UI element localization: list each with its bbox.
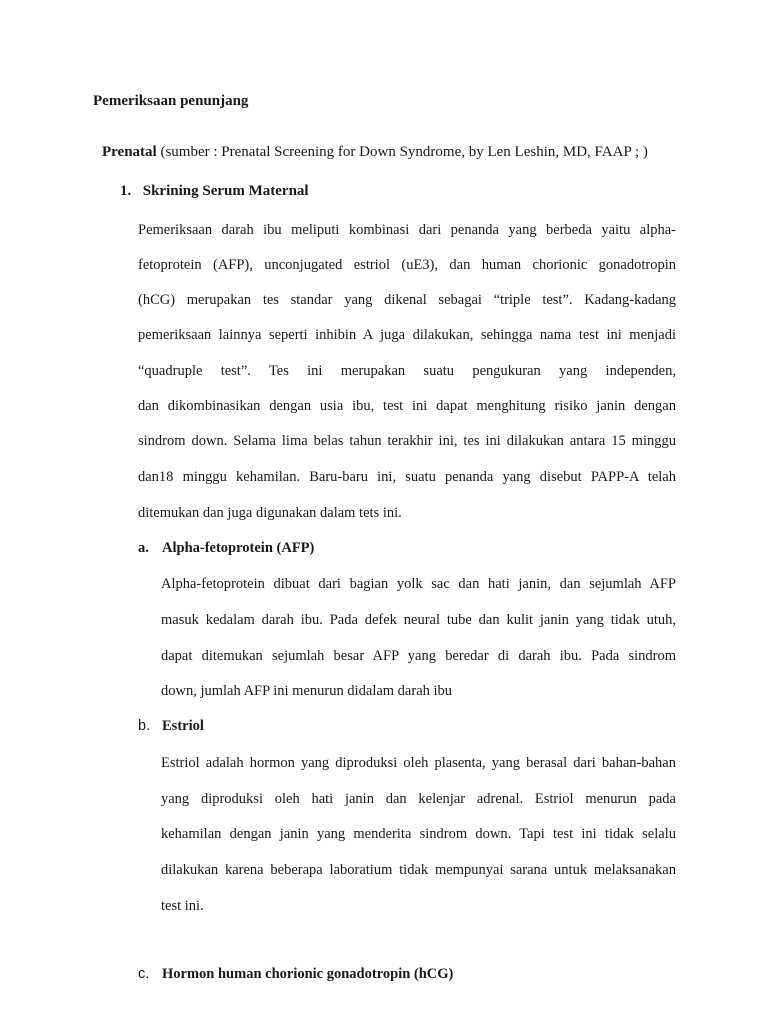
paragraph-line: Alpha-fetoprotein dibuat dari bagian yolk sac dan hati janin, dan sejumlah AFP xyxy=(161,576,676,592)
page-title: Pemeriksaan penunjang xyxy=(93,93,249,109)
section-1-title: Skrining Serum Maternal xyxy=(142,183,309,199)
paragraph-line: dan18 minggu kehamilan. Baru-baru ini, suatu penanda yang disebut PAPP-A telah xyxy=(138,469,676,485)
subsection-b-label: b. xyxy=(138,718,151,734)
section-1-number: 1. xyxy=(120,183,132,199)
paragraph-line: masuk kedalam darah ibu. Pada defek neural tube dan kulit janin yang tidak utuh, xyxy=(161,612,676,628)
paragraph-line: ditemukan dan juga digunakan dalam tets ini. xyxy=(138,505,402,521)
paragraph-line: dilakukan karena beberapa laboratium tidak mempunyai sarana untuk melaksanakan xyxy=(161,862,676,878)
subsection-c-label: c. xyxy=(138,966,150,982)
subsection-b-title: Estriol xyxy=(162,718,204,734)
paragraph-line: down, jumlah AFP ini menurun didalam darah ibu xyxy=(161,683,453,699)
subsection-a-title: Alpha-fetoprotein (AFP) xyxy=(162,540,315,556)
subsection-c-heading xyxy=(138,966,453,983)
paragraph-line: yang diproduksi oleh hati janin dan kelenjar adrenal. Estriol menurun pada xyxy=(161,791,676,807)
prenatal-label: Prenatal xyxy=(102,144,157,160)
paragraph-line: pemeriksaan lainnya seperti inhibin A juga dilakukan, sehingga nama test ini menjadi xyxy=(138,327,676,343)
paragraph-line: (hCG) merupakan tes standar yang dikenal sebagai “triple test”. Kadang-kadang xyxy=(138,292,676,308)
subsection-a-heading xyxy=(138,540,314,557)
paragraph-line: sindrom down. Selama lima belas tahun terakhir ini, tes ini dilakukan antara 15 minggu xyxy=(138,433,676,449)
paragraph-line: kehamilan dengan janin yang menderita sindrom down. Tapi test ini tidak selalu xyxy=(161,826,676,842)
paragraph-line: dan dikombinasikan dengan usia ibu, test ini dapat menghitung risiko janin dengan xyxy=(138,398,676,414)
subsection-a-label: a. xyxy=(138,540,149,556)
paragraph-line: fetoprotein (AFP), unconjugated estriol (uE3), dan human chorionic gonadotropin xyxy=(138,257,676,273)
paragraph-line: “quadruple test”. Tes ini merupakan suatu pengukuran yang independen, xyxy=(138,363,676,379)
paragraph-line: Pemeriksaan darah ibu meliputi kombinasi dari penanda yang berbeda yaitu alpha- xyxy=(138,222,676,238)
section-1-heading xyxy=(120,183,309,200)
paragraph-line: dapat ditemukan sejumlah besar AFP yang beredar di darah ibu. Pada sindrom xyxy=(161,648,676,664)
subsection-c-title: Hormon human chorionic gonadotropin (hCG) xyxy=(162,966,454,982)
paragraph-line: Estriol adalah hormon yang diproduksi oleh plasenta, yang berasal dari bahan-bahan xyxy=(161,755,676,771)
subsection-b-heading xyxy=(138,718,204,735)
prenatal-source: (sumber : Prenatal Screening for Down Syndrome, by Len Leshin, MD, FAAP ; ) xyxy=(160,144,648,160)
paragraph-line: test ini. xyxy=(161,898,204,914)
prenatal-paragraph xyxy=(102,144,648,161)
